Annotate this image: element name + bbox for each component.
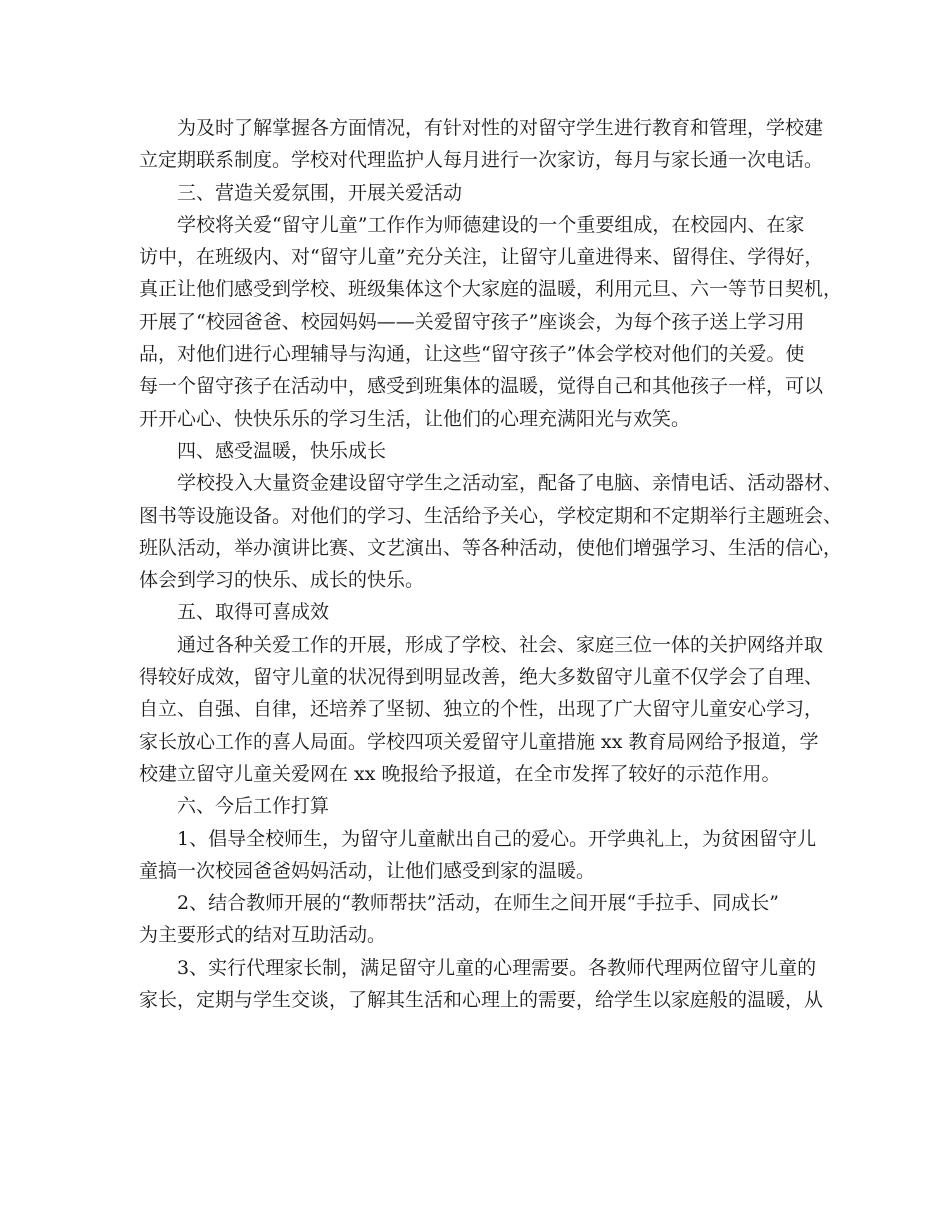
text-line: 真正让他们感受到学校、班级集体这个大家庭的温暖，利用元旦、六一等节日契机， [139, 278, 843, 301]
paragraph [139, 823, 819, 888]
text-line: 通过各种关爱工作的开展，形成了学校、社会、家庭三位一体的关护网络并取 [177, 633, 824, 656]
text-line: 品，对他们进行心理辅导与沟通，让这些“留守孩子”体会学校对他们的关爱。使 [139, 343, 805, 366]
text-line: 六、今后工作打算 [177, 795, 330, 818]
text-line: 2、结合教师开展的“教师帮扶”活动，在师生之间开展“手拉手、同成长” [177, 892, 779, 915]
section-heading [139, 790, 819, 822]
paragraph [139, 952, 824, 1017]
text-line: 五、取得可喜成效 [177, 601, 330, 624]
text-line: 学校投入大量资金建设留守学生之活动室，配备了电脑、亲情电话、活动器材、 [177, 472, 843, 495]
text-line: 班队活动，举办演讲比赛、文艺演出、等各种活动，使他们增强学习、生活的信心， [139, 536, 843, 559]
text-line: 3、实行代理家长制，满足留守儿童的心理需要。各教师代理两位留守儿童的 [177, 956, 817, 979]
text-line: 学校将关爱“留守儿童”工作作为师德建设的一个重要组成，在校园内、在家 [177, 213, 805, 236]
document-body [139, 112, 843, 1016]
text-line: 为主要形式的结对互助活动。 [139, 924, 387, 947]
section-heading [139, 435, 819, 467]
paragraph [139, 887, 819, 952]
text-line: 得较好成效，留守儿童的状况得到明显改善，绝大多数留守儿童不仅学会了自理、 [139, 666, 824, 689]
text-line: 图书等设施设备。对他们的学习、生活给予关心，学校定期和不定期举行主题班会、 [139, 504, 843, 527]
paragraph [139, 112, 824, 177]
text-line: 校建立留守儿童关爱网在 xx 晚报给予报道，在全市发挥了较好的示范作用。 [139, 762, 781, 785]
section-heading [139, 177, 819, 209]
text-line: 开开心心、快快乐乐的学习生活，让他们的心理充满阳光与欢笑。 [139, 407, 691, 430]
text-line: 立定期联系制度。学校对代理监护人每月进行一次家访，每月与家长通一次电话。 [139, 149, 824, 172]
text-line: 自立、自强、自律，还培养了坚韧、独立的个性，出现了广大留守儿童安心学习， [139, 698, 824, 721]
text-line: 家长放心工作的喜人局面。学校四项关爱留守儿童措施 xx 教育局网给予报道，学 [139, 730, 819, 753]
text-line: 每一个留守孩子在活动中，感受到班集体的温暖，觉得自己和其他孩子一样，可以 [139, 375, 824, 398]
paragraph [139, 209, 843, 435]
text-line: 家长，定期与学生交谈，了解其生活和心理上的需要，给学生以家庭般的温暖，从 [139, 989, 824, 1012]
text-line: 1、倡导全校师生，为留守儿童献出自己的爱心。开学典礼上，为贫困留守儿 [177, 827, 817, 850]
text-line: 体会到学习的快乐、成长的快乐。 [139, 569, 425, 592]
paragraph [139, 467, 843, 596]
text-line: 访中，在班级内、对“留守儿童”充分关注，让留守儿童进得来、留得住、学得好， [139, 246, 824, 269]
section-heading [139, 596, 819, 628]
text-line: 四、感受温暖，快乐成长 [177, 439, 387, 462]
text-line: 三、营造关爱氛围，开展关爱活动 [177, 181, 463, 204]
text-line: 为及时了解掌握各方面情况，有针对性的对留守学生进行教育和管理，学校建 [177, 117, 824, 139]
text-line: 开展了“校园爸爸、校园妈妈——关爱留守孩子”座谈会，为每个孩子送上学习用 [139, 310, 805, 333]
paragraph [139, 629, 824, 790]
text-line: 童搞一次校园爸爸妈妈活动，让他们感受到家的温暖。 [139, 859, 596, 882]
